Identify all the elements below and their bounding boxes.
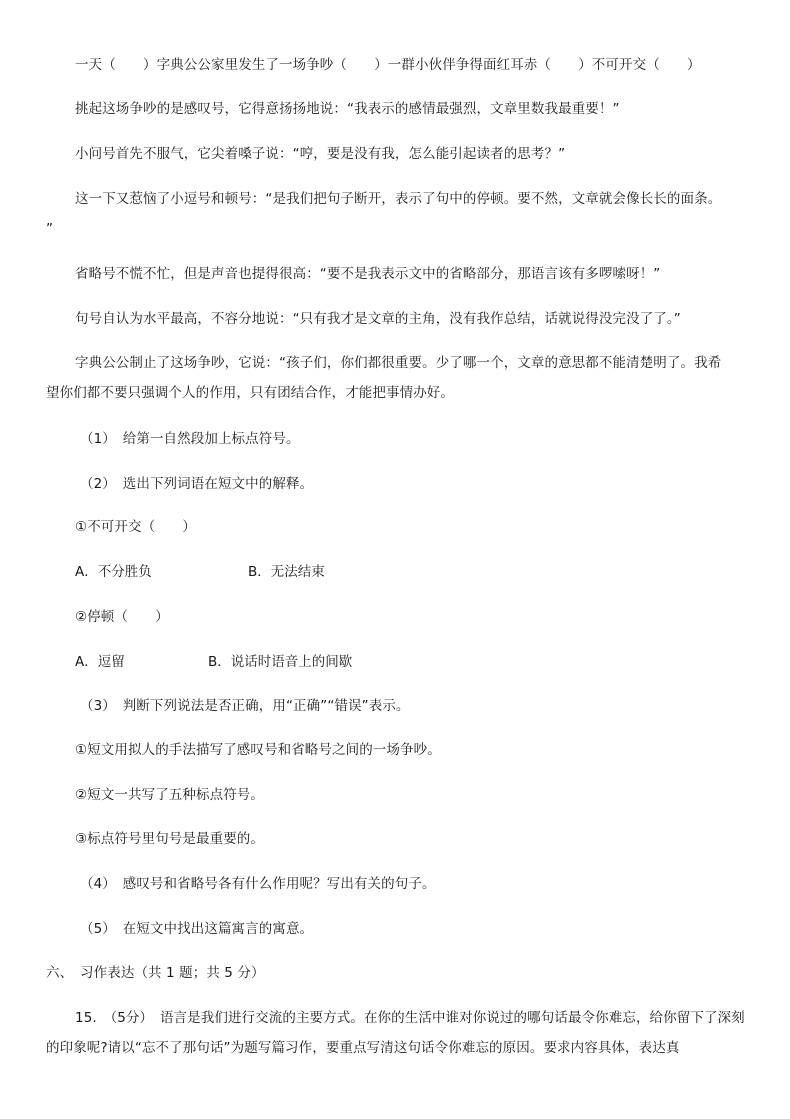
passage-paragraph-1: 一天（ ）字典公公家里发生了一场争吵（ ）一群小伙伴争得面红耳赤（ ）不可开交（ ） <box>75 57 701 73</box>
question-3-item-3: ③标点符号里句号是最重要的。 <box>75 831 265 847</box>
question-3-item-2: ②短文一共写了五种标点符号。 <box>75 787 265 803</box>
passage-paragraph-4-end: ” <box>46 221 54 237</box>
passage-paragraph-5: 省略号不慌不忙，但是声音也提得很高：“要不是我表示文中的省略部分，那语言该有多啰嗦呀！” <box>75 266 661 282</box>
passage-paragraph-2: 挑起这场争吵的是感叹号，它得意扬扬地说：“我表示的感情最强烈，文章里数我最重要！” <box>75 101 620 117</box>
question-2-item-2-option-a: A．逗留 <box>75 654 125 670</box>
question-2-item-2-option-b: B．说话时语音上的间歇 <box>208 654 353 670</box>
question-15: 15. （5分） 语言是我们进行交流的主要方式。在你的生活中谁对你说过的哪句话最令你难忘，给你留下了深刻的印象呢?请以“忘不了那句话”为题写篇习作，要重点写清这句话令你难忘的原因。要求内容具体，表达真 <box>46 1010 745 1056</box>
question-2-item-1-option-b: B．无法结束 <box>248 564 325 580</box>
passage-paragraph-3: 小问号首先不服气，它尖着嗓子说：“哼，要是没有我，怎么能引起读者的思考？” <box>75 146 566 162</box>
passage-paragraph-6: 句号自认为水平最高，不容分地说：“只有我才是文章的主角，没有我作总结，话就说得没完没了了。” <box>75 311 681 327</box>
question-5: （5） 在短文中找出这篇寓言的寓意。 <box>80 921 314 937</box>
question-2-item-1-option-a: A．不分胜负 <box>75 564 152 580</box>
question-3-item-1: ①短文用拟人的手法描写了感叹号和省略号之间的一场争吵。 <box>75 742 441 758</box>
question-2-item-1: ①不可开交（ ） <box>75 519 197 535</box>
question-1: （1） 给第一自然段加上标点符号。 <box>80 431 300 447</box>
passage-paragraph-7: 字典公公制止了这场争吵，它说：“孩子们，你们都很重要。少了哪一个，文章的意思都不能清楚明了。我希望你们都不要只强调个人的作用，只有团结合作，才能把事情办好。 <box>46 355 722 401</box>
question-4: （4） 感叹号和省略号各有什么作用呢？写出有关的句子。 <box>80 876 436 892</box>
passage-paragraph-4: 这一下又惹恼了小逗号和顿号：“是我们把句子断开，表示了句中的停顿。要不然，文章就会像长长的面条。 <box>75 191 722 207</box>
question-2: （2） 选出下列词语在短文中的解释。 <box>80 476 314 492</box>
question-3: （3） 判断下列说法是否正确，用“正确”“错误”表示。 <box>80 698 410 714</box>
section-6-heading: 六、 习作表达（共 1 题；共 5 分） <box>46 965 265 981</box>
question-2-item-2: ②停顿（ ） <box>75 609 169 625</box>
